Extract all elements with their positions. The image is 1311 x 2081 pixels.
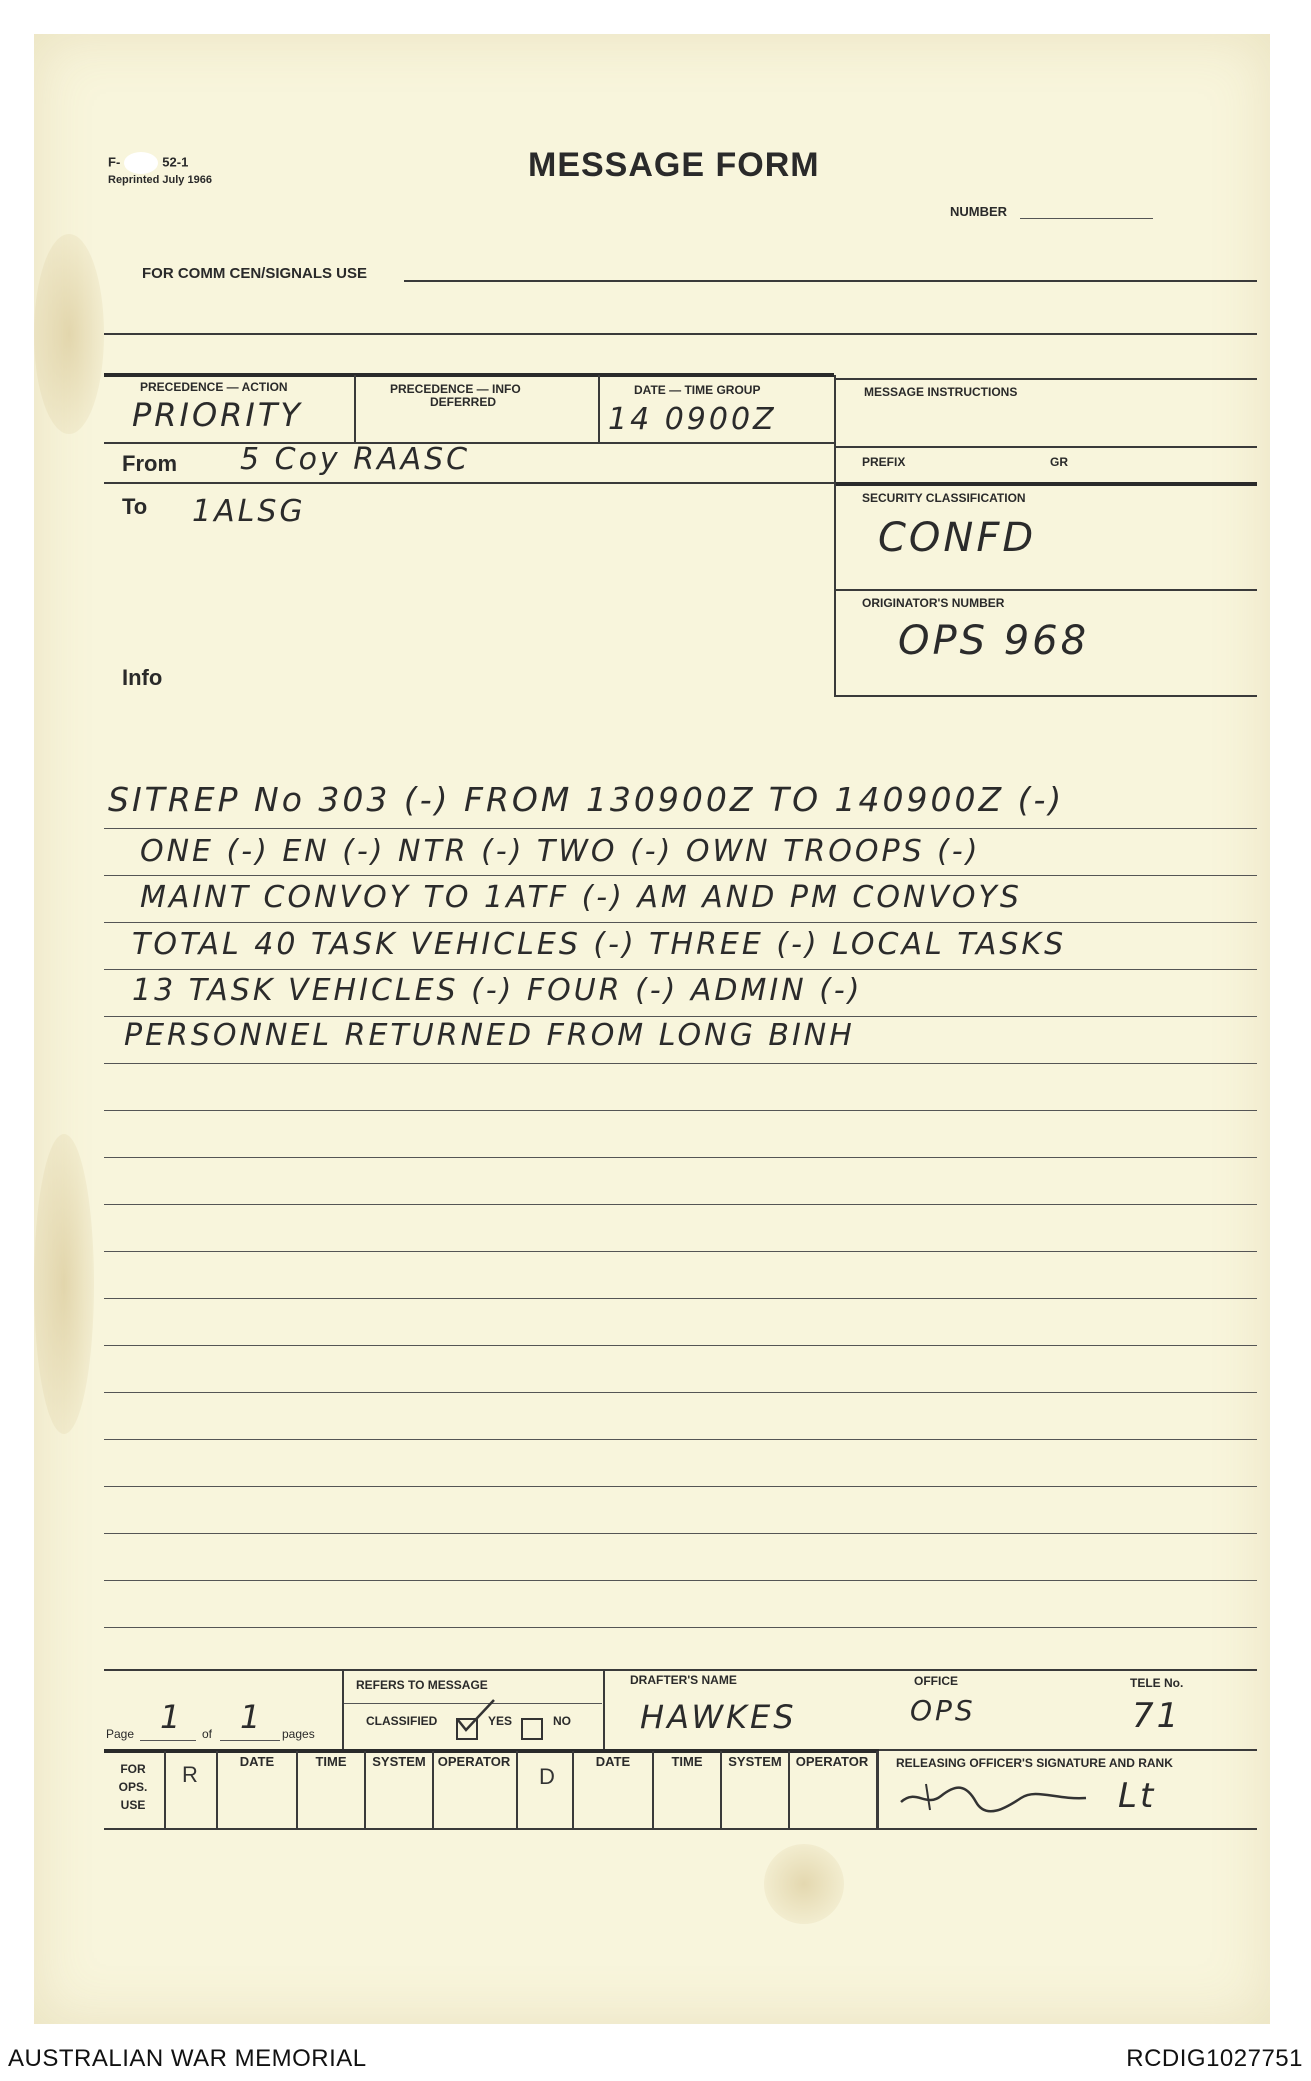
message-line: MAINT CONVOY TO 1ATF (-) AM AND PM CONVOYS: [140, 880, 1022, 915]
footer-left: AUSTRALIAN WAR MEMORIAL: [8, 2045, 367, 2072]
releasing-top-border: [879, 1749, 1257, 1751]
drafter-value: HAWKES: [640, 1698, 797, 1736]
from-bottom-border: [104, 482, 834, 484]
r-label: R: [182, 1762, 198, 1787]
gr-label: GR: [1050, 455, 1068, 469]
right-column-divider: [834, 375, 836, 697]
dtg-label: DATE — TIME GROUP: [634, 383, 761, 397]
ruled-line: [104, 875, 1257, 876]
from-value: 5 Coy RAASC: [240, 442, 471, 477]
refers-label: REFERS TO MESSAGE: [356, 1678, 488, 1692]
tele-label: TELE No.: [1130, 1676, 1184, 1690]
ops-top-border: [104, 1749, 879, 1753]
precedence-action-label: PRECEDENCE — ACTION: [140, 380, 288, 394]
paper-stain: [34, 234, 104, 434]
system-label-2: SYSTEM: [728, 1754, 782, 1769]
info-label: Info: [122, 665, 163, 690]
divider: [342, 1669, 344, 1749]
ruled-line: [104, 1251, 1257, 1252]
rank-value: Lt: [1118, 1776, 1157, 1816]
releasing-label: RELEASING OFFICER'S SIGNATURE AND RANK: [896, 1756, 1173, 1770]
bottom-top-border: [104, 1669, 1257, 1671]
ruled-line: [104, 1298, 1257, 1299]
ruled-line: [104, 1063, 1257, 1064]
time-label-2: TIME: [671, 1754, 703, 1769]
divider: [876, 1751, 879, 1828]
ruled-line: [104, 1392, 1257, 1393]
yes-label: YES: [488, 1714, 513, 1728]
ruled-line: [104, 1110, 1257, 1111]
number-label: NUMBER: [950, 204, 1008, 219]
originator-top-border: [836, 589, 1257, 591]
footer-right: RCDIG1027751: [1126, 2045, 1303, 2072]
prefix-label: PREFIX: [862, 455, 906, 469]
divider: [598, 375, 600, 442]
paper-stain: [764, 1844, 844, 1924]
to-value: 1ALSG: [192, 494, 306, 529]
message-line: TOTAL 40 TASK VEHICLES (-) THREE (-) LOCAL TASKS: [132, 927, 1067, 962]
page-underline: [140, 1740, 196, 1741]
operator-label-2: OPERATOR: [795, 1754, 869, 1769]
message-instructions-label: MESSAGE INSTRUCTIONS: [864, 385, 1018, 399]
date-label-2: DATE: [595, 1754, 631, 1769]
instructions-top-border: [836, 378, 1257, 380]
no-label: NO: [553, 1714, 571, 1728]
ruled-line: [104, 1580, 1257, 1581]
ruled-line: [104, 1345, 1257, 1346]
pages-label: pages: [282, 1727, 315, 1741]
divider: [603, 1669, 605, 1749]
security-label: SECURITY CLASSIFICATION: [862, 491, 1026, 505]
ruled-line: [104, 1439, 1257, 1440]
operator-label: OPERATOR: [437, 1754, 511, 1769]
divider: [354, 375, 356, 442]
of-label: of: [202, 1727, 213, 1741]
reprint-date: Reprinted July 1966: [108, 174, 212, 186]
form-title: MESSAGE FORM: [528, 146, 820, 184]
office-value: OPS: [910, 1694, 976, 1727]
from-label: From: [122, 451, 177, 476]
comm-cen-label: FOR COMM CEN/SIGNALS USE: [142, 265, 368, 282]
divider: [164, 1751, 166, 1828]
ops-bottom-border: [104, 1828, 1257, 1830]
releasing-signature: [896, 1774, 1096, 1820]
message-line: ONE (-) EN (-) NTR (-) TWO (-) OWN TROOPS (-): [140, 834, 981, 869]
no-checkbox[interactable]: [521, 1718, 543, 1740]
classified-label: CLASSIFIED: [366, 1714, 438, 1728]
tele-value: 71: [1132, 1696, 1182, 1736]
ruled-line: [104, 1157, 1257, 1158]
paper-stain: [34, 1134, 94, 1434]
form-number: F- 52-1: [108, 152, 188, 174]
message-line: SITREP No 303 (-) FROM 130900Z TO 140900Z (-): [108, 780, 1065, 819]
ruled-line: [104, 922, 1257, 923]
security-top-border: [836, 482, 1257, 486]
page-value: 1: [160, 1698, 184, 1736]
dtg-value: 14 0900Z: [608, 402, 777, 437]
for-ops-label: FOR OPS. USE: [118, 1762, 148, 1812]
comm-cen-line: [404, 280, 1257, 282]
precedence-info-sub: DEFERRED: [430, 395, 497, 409]
number-field-line: [1020, 218, 1153, 219]
message-line: 13 TASK VEHICLES (-) FOUR (-) ADMIN (-): [132, 973, 863, 1008]
originator-bottom-border: [836, 695, 1257, 697]
ruled-line: [104, 1204, 1257, 1205]
originator-label: ORIGINATOR'S NUMBER: [862, 596, 1005, 610]
precedence-action-value: PRIORITY: [132, 396, 303, 434]
yes-checkbox[interactable]: [456, 1718, 478, 1740]
of-value: 1: [240, 1698, 264, 1736]
office-label: OFFICE: [914, 1674, 958, 1688]
of-underline: [220, 1740, 280, 1741]
date-label: DATE: [239, 1754, 275, 1769]
to-label: To: [122, 494, 148, 519]
ruled-line: [104, 969, 1257, 970]
time-label: TIME: [315, 1754, 347, 1769]
ruled-line: [104, 1627, 1257, 1628]
message-line: PERSONNEL RETURNED FROM LONG BINH: [124, 1018, 855, 1053]
prefix-top-border: [836, 446, 1257, 448]
ruled-line: [104, 1016, 1257, 1017]
security-value: CONFD: [878, 515, 1037, 561]
precedence-top-border: [104, 373, 834, 377]
ruled-line: [104, 1533, 1257, 1534]
ruled-line: [104, 828, 1257, 829]
punch-hole: [124, 152, 158, 174]
divider: [516, 1751, 518, 1828]
d-label: D: [539, 1764, 555, 1789]
drafter-label: DRAFTER'S NAME: [630, 1673, 737, 1687]
comm-cen-line-2: [104, 333, 1257, 335]
originator-value: OPS 968: [898, 618, 1090, 664]
page-label: Page: [106, 1727, 135, 1741]
precedence-info-label: PRECEDENCE — INFO: [390, 382, 521, 396]
system-label: SYSTEM: [372, 1754, 426, 1769]
ruled-line: [104, 1486, 1257, 1487]
